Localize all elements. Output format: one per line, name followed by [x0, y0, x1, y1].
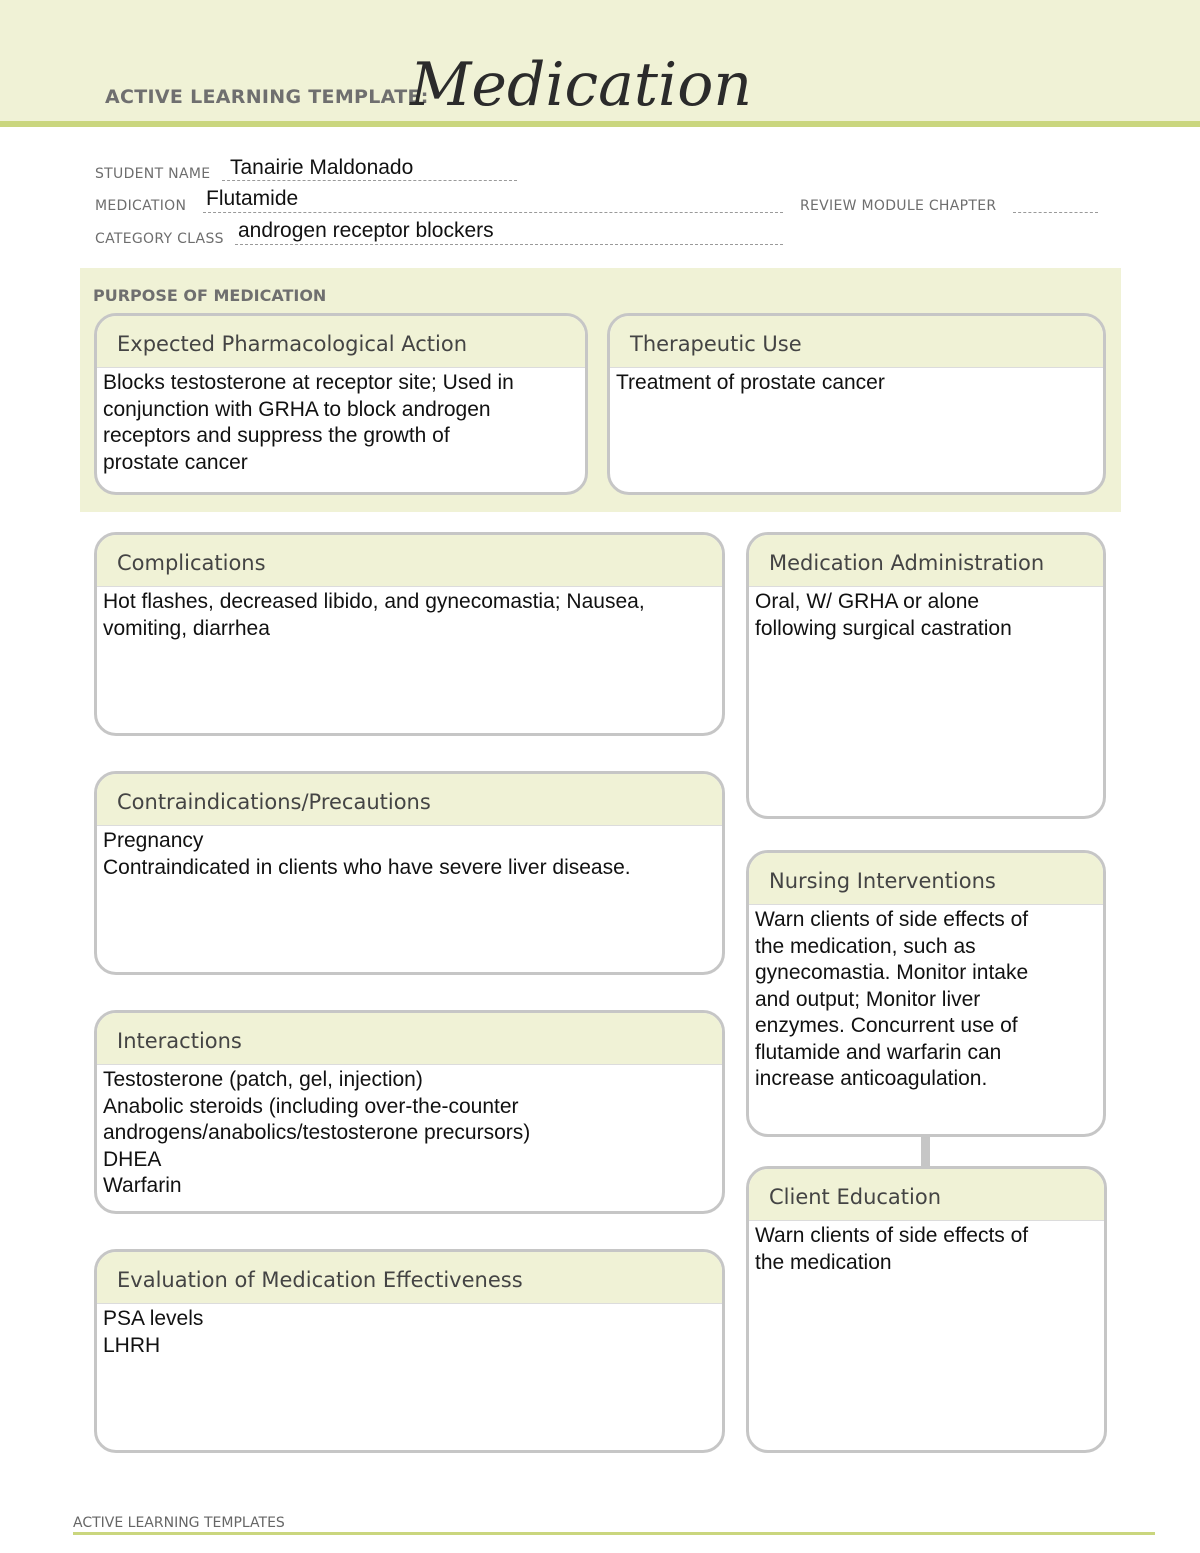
purpose-label: PURPOSE OF MEDICATION [93, 286, 327, 305]
student-name-line [222, 180, 517, 181]
expected-action-text[interactable]: Blocks testosterone at receptor site; Used in conjunction with GRHA to block androgen receptors and suppress the growth of prostate cancer [103, 371, 514, 474]
medication-line [203, 212, 783, 213]
interactions-text[interactable]: Testosterone (patch, gel, injection) Anabolic steroids (including over-the-counter androgens/anabolics/testosterone precursors) DHEA Warfarin [103, 1068, 531, 1197]
category-class-field[interactable]: androgen receptor blockers [238, 219, 494, 242]
complications-box [94, 532, 725, 736]
box-connector [921, 1135, 930, 1167]
page-title: Medication [410, 50, 752, 120]
category-class-line [235, 244, 783, 245]
client-education-title: Client Education [749, 1169, 1104, 1221]
therapeutic-use-title: Therapeutic Use [610, 316, 1103, 368]
administration-box [746, 532, 1106, 819]
evaluation-title: Evaluation of Medication Effectiveness [97, 1252, 722, 1304]
template-label: ACTIVE LEARNING TEMPLATE: [105, 86, 429, 108]
footer-text: ACTIVE LEARNING TEMPLATES [73, 1515, 285, 1531]
interactions-box [94, 1010, 725, 1214]
evaluation-text[interactable]: PSA levels LHRH [103, 1307, 204, 1357]
expected-action-title: Expected Pharmacological Action [97, 316, 585, 368]
evaluation-box [94, 1249, 725, 1453]
administration-title: Medication Administration [749, 535, 1103, 587]
medication-label: MEDICATION [95, 198, 187, 214]
expected-action-box [94, 313, 588, 495]
client-education-box [746, 1166, 1107, 1453]
contraindications-text[interactable]: Pregnancy Contraindicated in clients who have severe liver disease. [103, 829, 631, 879]
complications-text[interactable]: Hot flashes, decreased libido, and gynecomastia; Nausea, vomiting, diarrhea [103, 590, 645, 640]
student-name-label: STUDENT NAME [95, 166, 211, 182]
contraindications-box [94, 771, 725, 975]
category-class-label: CATEGORY CLASS [95, 231, 224, 247]
nursing-interventions-text[interactable]: Warn clients of side effects of the medication, such as gynecomastia. Monitor intake and output; Monitor liver enzymes. Concurrent use of flutamide and warfarin can increase anticoagulation. [755, 908, 1029, 1090]
header-divider [0, 121, 1200, 127]
therapeutic-use-box [607, 313, 1106, 495]
client-education-text[interactable]: Warn clients of side effects of the medication [755, 1224, 1029, 1274]
nursing-interventions-title: Nursing Interventions [749, 853, 1103, 905]
student-name-field[interactable]: Tanairie Maldonado [230, 156, 414, 179]
medication-field[interactable]: Flutamide [206, 187, 299, 210]
interactions-title: Interactions [97, 1013, 722, 1065]
footer-divider [73, 1532, 1155, 1535]
review-module-label: REVIEW MODULE CHAPTER [800, 198, 997, 214]
contraindications-title: Contraindications/Precautions [97, 774, 722, 826]
nursing-interventions-box [746, 850, 1106, 1137]
administration-text[interactable]: Oral, W/ GRHA or alone following surgical castration [755, 590, 1012, 640]
complications-title: Complications [97, 535, 722, 587]
review-module-field[interactable] [1013, 212, 1098, 213]
therapeutic-use-text[interactable]: Treatment of prostate cancer [616, 371, 885, 394]
